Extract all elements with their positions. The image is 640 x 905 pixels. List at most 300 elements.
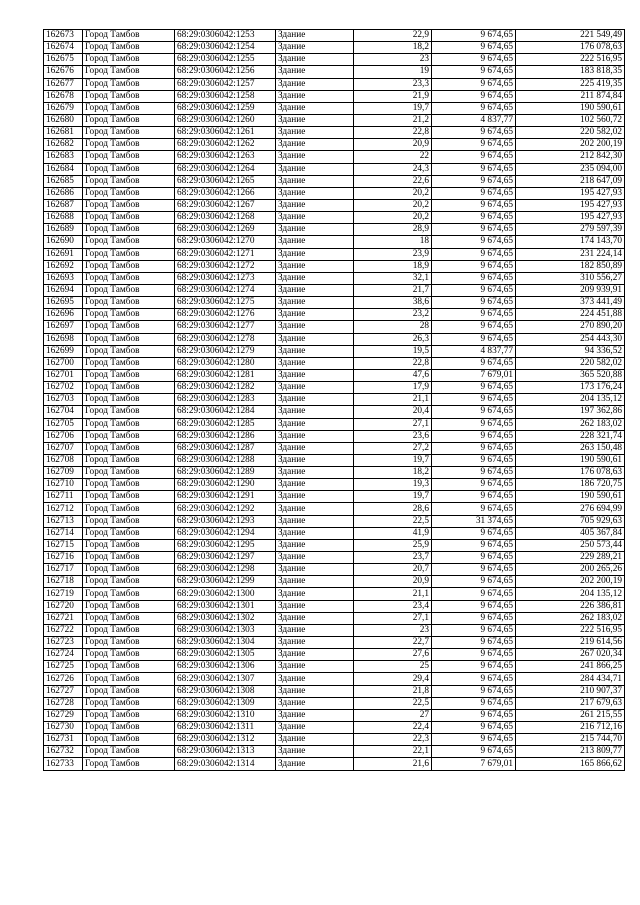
specific-value-cell: 9 674,65 (432, 297, 516, 309)
table-row (44, 236, 625, 248)
municipality-cell: Город Тамбов (83, 248, 175, 260)
cadastral-value-cell: 195 427,93 (516, 199, 625, 211)
cadastral-value-table (43, 29, 625, 771)
municipality-cell: Город Тамбов (83, 612, 175, 624)
table-row (44, 272, 625, 284)
specific-value-cell: 7 679,01 (432, 758, 516, 770)
specific-value-cell: 9 674,65 (432, 78, 516, 90)
area-cell: 25,9 (354, 539, 432, 551)
cadastral-number-cell: 68:29:0306042:1280 (175, 357, 276, 369)
cadastral-number-cell: 68:29:0306042:1313 (175, 746, 276, 758)
municipality-cell: Город Тамбов (83, 284, 175, 296)
object-type-cell: Здание (276, 467, 354, 479)
object-type-cell: Здание (276, 649, 354, 661)
table-row (44, 199, 625, 211)
object-type-cell: Здание (276, 600, 354, 612)
object-type-cell: Здание (276, 746, 354, 758)
object-type-cell: Здание (276, 309, 354, 321)
cadastral-number-cell: 68:29:0306042:1303 (175, 624, 276, 636)
area-cell: 20,2 (354, 187, 432, 199)
specific-value-cell: 9 674,65 (432, 127, 516, 139)
specific-value-cell: 9 674,65 (432, 612, 516, 624)
cadastral-number-cell: 68:29:0306042:1290 (175, 479, 276, 491)
row-number-cell: 162721 (44, 612, 83, 624)
table-row (44, 722, 625, 734)
object-type-cell: Здание (276, 564, 354, 576)
cadastral-number-cell: 68:29:0306042:1255 (175, 54, 276, 66)
area-cell: 19,7 (354, 102, 432, 114)
row-number-cell: 162717 (44, 564, 83, 576)
table-row (44, 600, 625, 612)
cadastral-number-cell: 68:29:0306042:1293 (175, 515, 276, 527)
object-type-cell: Здание (276, 321, 354, 333)
cadastral-value-cell: 202 200,19 (516, 139, 625, 151)
municipality-cell: Город Тамбов (83, 588, 175, 600)
municipality-cell: Город Тамбов (83, 224, 175, 236)
area-cell: 18 (354, 236, 432, 248)
object-type-cell: Здание (276, 212, 354, 224)
area-cell: 20,9 (354, 139, 432, 151)
object-type-cell: Здание (276, 163, 354, 175)
specific-value-cell: 9 674,65 (432, 491, 516, 503)
municipality-cell: Город Тамбов (83, 454, 175, 466)
row-number-cell: 162705 (44, 418, 83, 430)
table-row (44, 406, 625, 418)
table-row (44, 382, 625, 394)
municipality-cell: Город Тамбов (83, 552, 175, 564)
municipality-cell: Город Тамбов (83, 491, 175, 503)
municipality-cell: Город Тамбов (83, 697, 175, 709)
municipality-cell: Город Тамбов (83, 345, 175, 357)
specific-value-cell: 9 674,65 (432, 248, 516, 260)
object-type-cell: Здание (276, 454, 354, 466)
area-cell: 28,6 (354, 503, 432, 515)
object-type-cell: Здание (276, 30, 354, 42)
specific-value-cell: 9 674,65 (432, 600, 516, 612)
table-row (44, 175, 625, 187)
cadastral-value-cell: 94 336,52 (516, 345, 625, 357)
area-cell: 20,2 (354, 212, 432, 224)
row-number-cell: 162679 (44, 102, 83, 114)
object-type-cell: Здание (276, 139, 354, 151)
municipality-cell: Город Тамбов (83, 418, 175, 430)
cadastral-number-cell: 68:29:0306042:1281 (175, 369, 276, 381)
cadastral-value-cell: 215 744,70 (516, 734, 625, 746)
row-number-cell: 162676 (44, 66, 83, 78)
table-row (44, 321, 625, 333)
municipality-cell: Город Тамбов (83, 515, 175, 527)
cadastral-value-cell: 221 549,49 (516, 30, 625, 42)
area-cell: 22,5 (354, 515, 432, 527)
cadastral-value-cell: 222 516,95 (516, 624, 625, 636)
cadastral-value-cell: 182 850,89 (516, 260, 625, 272)
cadastral-number-cell: 68:29:0306042:1273 (175, 272, 276, 284)
cadastral-value-cell: 209 939,91 (516, 284, 625, 296)
object-type-cell: Здание (276, 479, 354, 491)
row-number-cell: 162693 (44, 272, 83, 284)
row-number-cell: 162726 (44, 673, 83, 685)
object-type-cell: Здание (276, 54, 354, 66)
row-number-cell: 162688 (44, 212, 83, 224)
object-type-cell: Здание (276, 284, 354, 296)
municipality-cell: Город Тамбов (83, 163, 175, 175)
row-number-cell: 162698 (44, 333, 83, 345)
municipality-cell: Город Тамбов (83, 503, 175, 515)
area-cell: 21,8 (354, 685, 432, 697)
cadastral-number-cell: 68:29:0306042:1292 (175, 503, 276, 515)
cadastral-number-cell: 68:29:0306042:1272 (175, 260, 276, 272)
municipality-cell: Город Тамбов (83, 78, 175, 90)
cadastral-value-cell: 405 367,84 (516, 527, 625, 539)
area-cell: 23 (354, 624, 432, 636)
table-row (44, 637, 625, 649)
specific-value-cell: 9 674,65 (432, 272, 516, 284)
specific-value-cell: 9 674,65 (432, 175, 516, 187)
table-row (44, 588, 625, 600)
object-type-cell: Здание (276, 382, 354, 394)
area-cell: 23,4 (354, 600, 432, 612)
area-cell: 23,6 (354, 430, 432, 442)
table-row (44, 369, 625, 381)
area-cell: 27,1 (354, 612, 432, 624)
municipality-cell: Город Тамбов (83, 309, 175, 321)
cadastral-number-cell: 68:29:0306042:1307 (175, 673, 276, 685)
row-number-cell: 162732 (44, 746, 83, 758)
municipality-cell: Город Тамбов (83, 649, 175, 661)
row-number-cell: 162684 (44, 163, 83, 175)
cadastral-value-cell: 310 556,27 (516, 272, 625, 284)
row-number-cell: 162701 (44, 369, 83, 381)
specific-value-cell: 9 674,65 (432, 734, 516, 746)
specific-value-cell: 9 674,65 (432, 90, 516, 102)
municipality-cell: Город Тамбов (83, 467, 175, 479)
table-row (44, 418, 625, 430)
row-number-cell: 162718 (44, 576, 83, 588)
row-number-cell: 162714 (44, 527, 83, 539)
table-row (44, 734, 625, 746)
municipality-cell: Город Тамбов (83, 236, 175, 248)
row-number-cell: 162710 (44, 479, 83, 491)
row-number-cell: 162686 (44, 187, 83, 199)
area-cell: 21,1 (354, 394, 432, 406)
object-type-cell: Здание (276, 515, 354, 527)
municipality-cell: Город Тамбов (83, 54, 175, 66)
specific-value-cell: 9 674,65 (432, 430, 516, 442)
specific-value-cell: 9 674,65 (432, 54, 516, 66)
cadastral-number-cell: 68:29:0306042:1265 (175, 175, 276, 187)
table-row (44, 90, 625, 102)
object-type-cell: Здание (276, 272, 354, 284)
area-cell: 32,1 (354, 272, 432, 284)
area-cell: 18,9 (354, 260, 432, 272)
cadastral-number-cell: 68:29:0306042:1267 (175, 199, 276, 211)
cadastral-number-cell: 68:29:0306042:1254 (175, 42, 276, 54)
area-cell: 22,7 (354, 637, 432, 649)
area-cell: 28 (354, 321, 432, 333)
row-number-cell: 162720 (44, 600, 83, 612)
table-row (44, 212, 625, 224)
object-type-cell: Здание (276, 151, 354, 163)
cadastral-value-cell: 267 020,34 (516, 649, 625, 661)
municipality-cell: Город Тамбов (83, 260, 175, 272)
cadastral-value-cell: 235 094,00 (516, 163, 625, 175)
specific-value-cell: 9 674,65 (432, 151, 516, 163)
cadastral-value-cell: 250 573,44 (516, 539, 625, 551)
municipality-cell: Город Тамбов (83, 673, 175, 685)
object-type-cell: Здание (276, 491, 354, 503)
cadastral-number-cell: 68:29:0306042:1288 (175, 454, 276, 466)
municipality-cell: Город Тамбов (83, 661, 175, 673)
municipality-cell: Город Тамбов (83, 114, 175, 126)
cadastral-number-cell: 68:29:0306042:1289 (175, 467, 276, 479)
area-cell: 19,7 (354, 454, 432, 466)
cadastral-value-cell: 365 520,88 (516, 369, 625, 381)
row-number-cell: 162696 (44, 309, 83, 321)
row-number-cell: 162695 (44, 297, 83, 309)
cadastral-value-cell: 200 265,26 (516, 564, 625, 576)
municipality-cell: Город Тамбов (83, 637, 175, 649)
specific-value-cell: 9 674,65 (432, 42, 516, 54)
cadastral-number-cell: 68:29:0306042:1274 (175, 284, 276, 296)
municipality-cell: Город Тамбов (83, 734, 175, 746)
cadastral-number-cell: 68:29:0306042:1287 (175, 442, 276, 454)
cadastral-value-cell: 226 386,81 (516, 600, 625, 612)
area-cell: 20,7 (354, 564, 432, 576)
municipality-cell: Город Тамбов (83, 333, 175, 345)
cadastral-number-cell: 68:29:0306042:1310 (175, 709, 276, 721)
municipality-cell: Город Тамбов (83, 479, 175, 491)
table-row (44, 527, 625, 539)
area-cell: 22,5 (354, 697, 432, 709)
table-row (44, 260, 625, 272)
area-cell: 19,7 (354, 491, 432, 503)
table-row (44, 697, 625, 709)
row-number-cell: 162716 (44, 552, 83, 564)
cadastral-value-cell: 190 590,61 (516, 491, 625, 503)
object-type-cell: Здание (276, 102, 354, 114)
row-number-cell: 162702 (44, 382, 83, 394)
specific-value-cell: 9 674,65 (432, 722, 516, 734)
area-cell: 17,9 (354, 382, 432, 394)
area-cell: 22,6 (354, 175, 432, 187)
row-number-cell: 162694 (44, 284, 83, 296)
cadastral-value-cell: 228 321,74 (516, 430, 625, 442)
row-number-cell: 162706 (44, 430, 83, 442)
row-number-cell: 162728 (44, 697, 83, 709)
specific-value-cell: 9 674,65 (432, 527, 516, 539)
row-number-cell: 162683 (44, 151, 83, 163)
row-number-cell: 162674 (44, 42, 83, 54)
object-type-cell: Здание (276, 430, 354, 442)
table-row (44, 224, 625, 236)
object-type-cell: Здание (276, 187, 354, 199)
area-cell: 23,9 (354, 248, 432, 260)
object-type-cell: Здание (276, 673, 354, 685)
cadastral-number-cell: 68:29:0306042:1283 (175, 394, 276, 406)
specific-value-cell: 9 674,65 (432, 588, 516, 600)
specific-value-cell: 9 674,65 (432, 442, 516, 454)
area-cell: 47,6 (354, 369, 432, 381)
area-cell: 28,9 (354, 224, 432, 236)
area-cell: 29,4 (354, 673, 432, 685)
object-type-cell: Здание (276, 442, 354, 454)
cadastral-value-cell: 231 224,14 (516, 248, 625, 260)
table-row (44, 552, 625, 564)
municipality-cell: Город Тамбов (83, 90, 175, 102)
specific-value-cell: 9 674,65 (432, 382, 516, 394)
row-number-cell: 162675 (44, 54, 83, 66)
specific-value-cell: 9 674,65 (432, 576, 516, 588)
object-type-cell: Здание (276, 394, 354, 406)
cadastral-number-cell: 68:29:0306042:1285 (175, 418, 276, 430)
area-cell: 23,3 (354, 78, 432, 90)
table-row (44, 42, 625, 54)
table-row (44, 309, 625, 321)
row-number-cell: 162704 (44, 406, 83, 418)
object-type-cell: Здание (276, 697, 354, 709)
table-row (44, 576, 625, 588)
area-cell: 25 (354, 661, 432, 673)
municipality-cell: Город Тамбов (83, 685, 175, 697)
cadastral-number-cell: 68:29:0306042:1312 (175, 734, 276, 746)
specific-value-cell: 9 674,65 (432, 30, 516, 42)
row-number-cell: 162708 (44, 454, 83, 466)
object-type-cell: Здание (276, 260, 354, 272)
cadastral-number-cell: 68:29:0306042:1304 (175, 637, 276, 649)
cadastral-value-cell: 284 434,71 (516, 673, 625, 685)
table-row (44, 758, 625, 770)
specific-value-cell: 9 674,65 (432, 697, 516, 709)
municipality-cell: Город Тамбов (83, 406, 175, 418)
specific-value-cell: 31 374,65 (432, 515, 516, 527)
cadastral-number-cell: 68:29:0306042:1256 (175, 66, 276, 78)
object-type-cell: Здание (276, 734, 354, 746)
row-number-cell: 162700 (44, 357, 83, 369)
cadastral-value-cell: 262 183,02 (516, 418, 625, 430)
table-row (44, 685, 625, 697)
specific-value-cell: 9 674,65 (432, 406, 516, 418)
area-cell: 20,2 (354, 199, 432, 211)
object-type-cell: Здание (276, 236, 354, 248)
specific-value-cell: 4 837,77 (432, 345, 516, 357)
area-cell: 19 (354, 66, 432, 78)
table-row (44, 709, 625, 721)
area-cell: 27,1 (354, 418, 432, 430)
specific-value-cell: 9 674,65 (432, 649, 516, 661)
row-number-cell: 162719 (44, 588, 83, 600)
specific-value-cell: 9 674,65 (432, 357, 516, 369)
municipality-cell: Город Тамбов (83, 175, 175, 187)
object-type-cell: Здание (276, 90, 354, 102)
object-type-cell: Здание (276, 758, 354, 770)
table-row (44, 54, 625, 66)
cadastral-value-cell: 204 135,12 (516, 588, 625, 600)
area-cell: 22 (354, 151, 432, 163)
cadastral-number-cell: 68:29:0306042:1306 (175, 661, 276, 673)
table-row (44, 564, 625, 576)
table-row (44, 430, 625, 442)
cadastral-value-cell: 176 078,63 (516, 42, 625, 54)
specific-value-cell: 9 674,65 (432, 479, 516, 491)
area-cell: 21,9 (354, 90, 432, 102)
object-type-cell: Здание (276, 248, 354, 260)
object-type-cell: Здание (276, 418, 354, 430)
row-number-cell: 162727 (44, 685, 83, 697)
row-number-cell: 162691 (44, 248, 83, 260)
area-cell: 18,2 (354, 467, 432, 479)
cadastral-number-cell: 68:29:0306042:1301 (175, 600, 276, 612)
specific-value-cell: 9 674,65 (432, 102, 516, 114)
object-type-cell: Здание (276, 539, 354, 551)
cadastral-number-cell: 68:29:0306042:1258 (175, 90, 276, 102)
municipality-cell: Город Тамбов (83, 139, 175, 151)
cadastral-number-cell: 68:29:0306042:1264 (175, 163, 276, 175)
municipality-cell: Город Тамбов (83, 442, 175, 454)
specific-value-cell: 9 674,65 (432, 284, 516, 296)
cadastral-number-cell: 68:29:0306042:1275 (175, 297, 276, 309)
row-number-cell: 162677 (44, 78, 83, 90)
cadastral-value-cell: 229 289,21 (516, 552, 625, 564)
area-cell: 21,1 (354, 588, 432, 600)
specific-value-cell: 9 674,65 (432, 333, 516, 345)
row-number-cell: 162729 (44, 709, 83, 721)
table-row (44, 66, 625, 78)
table-row (44, 612, 625, 624)
cadastral-number-cell: 68:29:0306042:1261 (175, 127, 276, 139)
cadastral-value-cell: 217 679,63 (516, 697, 625, 709)
area-cell: 23,2 (354, 309, 432, 321)
table-row (44, 333, 625, 345)
object-type-cell: Здание (276, 357, 354, 369)
specific-value-cell: 9 674,65 (432, 321, 516, 333)
object-type-cell: Здание (276, 552, 354, 564)
cadastral-number-cell: 68:29:0306042:1297 (175, 552, 276, 564)
cadastral-value-cell: 373 441,49 (516, 297, 625, 309)
area-cell: 41,9 (354, 527, 432, 539)
row-number-cell: 162678 (44, 90, 83, 102)
municipality-cell: Город Тамбов (83, 722, 175, 734)
row-number-cell: 162680 (44, 114, 83, 126)
cadastral-number-cell: 68:29:0306042:1277 (175, 321, 276, 333)
table-row (44, 673, 625, 685)
specific-value-cell: 9 674,65 (432, 199, 516, 211)
cadastral-value-cell: 165 866,62 (516, 758, 625, 770)
table-row (44, 442, 625, 454)
municipality-cell: Город Тамбов (83, 709, 175, 721)
area-cell: 21,2 (354, 114, 432, 126)
municipality-cell: Город Тамбов (83, 102, 175, 114)
specific-value-cell: 9 674,65 (432, 309, 516, 321)
specific-value-cell: 9 674,65 (432, 637, 516, 649)
row-number-cell: 162724 (44, 649, 83, 661)
object-type-cell: Здание (276, 66, 354, 78)
table-row (44, 248, 625, 260)
municipality-cell: Город Тамбов (83, 564, 175, 576)
row-number-cell: 162690 (44, 236, 83, 248)
table-row (44, 30, 625, 42)
object-type-cell: Здание (276, 576, 354, 588)
cadastral-number-cell: 68:29:0306042:1305 (175, 649, 276, 661)
area-cell: 23 (354, 54, 432, 66)
cadastral-number-cell: 68:29:0306042:1291 (175, 491, 276, 503)
table-row (44, 139, 625, 151)
cadastral-value-cell: 210 907,37 (516, 685, 625, 697)
area-cell: 24,3 (354, 163, 432, 175)
object-type-cell: Здание (276, 722, 354, 734)
area-cell: 19,3 (354, 479, 432, 491)
cadastral-value-cell: 213 809,77 (516, 746, 625, 758)
object-type-cell: Здание (276, 685, 354, 697)
